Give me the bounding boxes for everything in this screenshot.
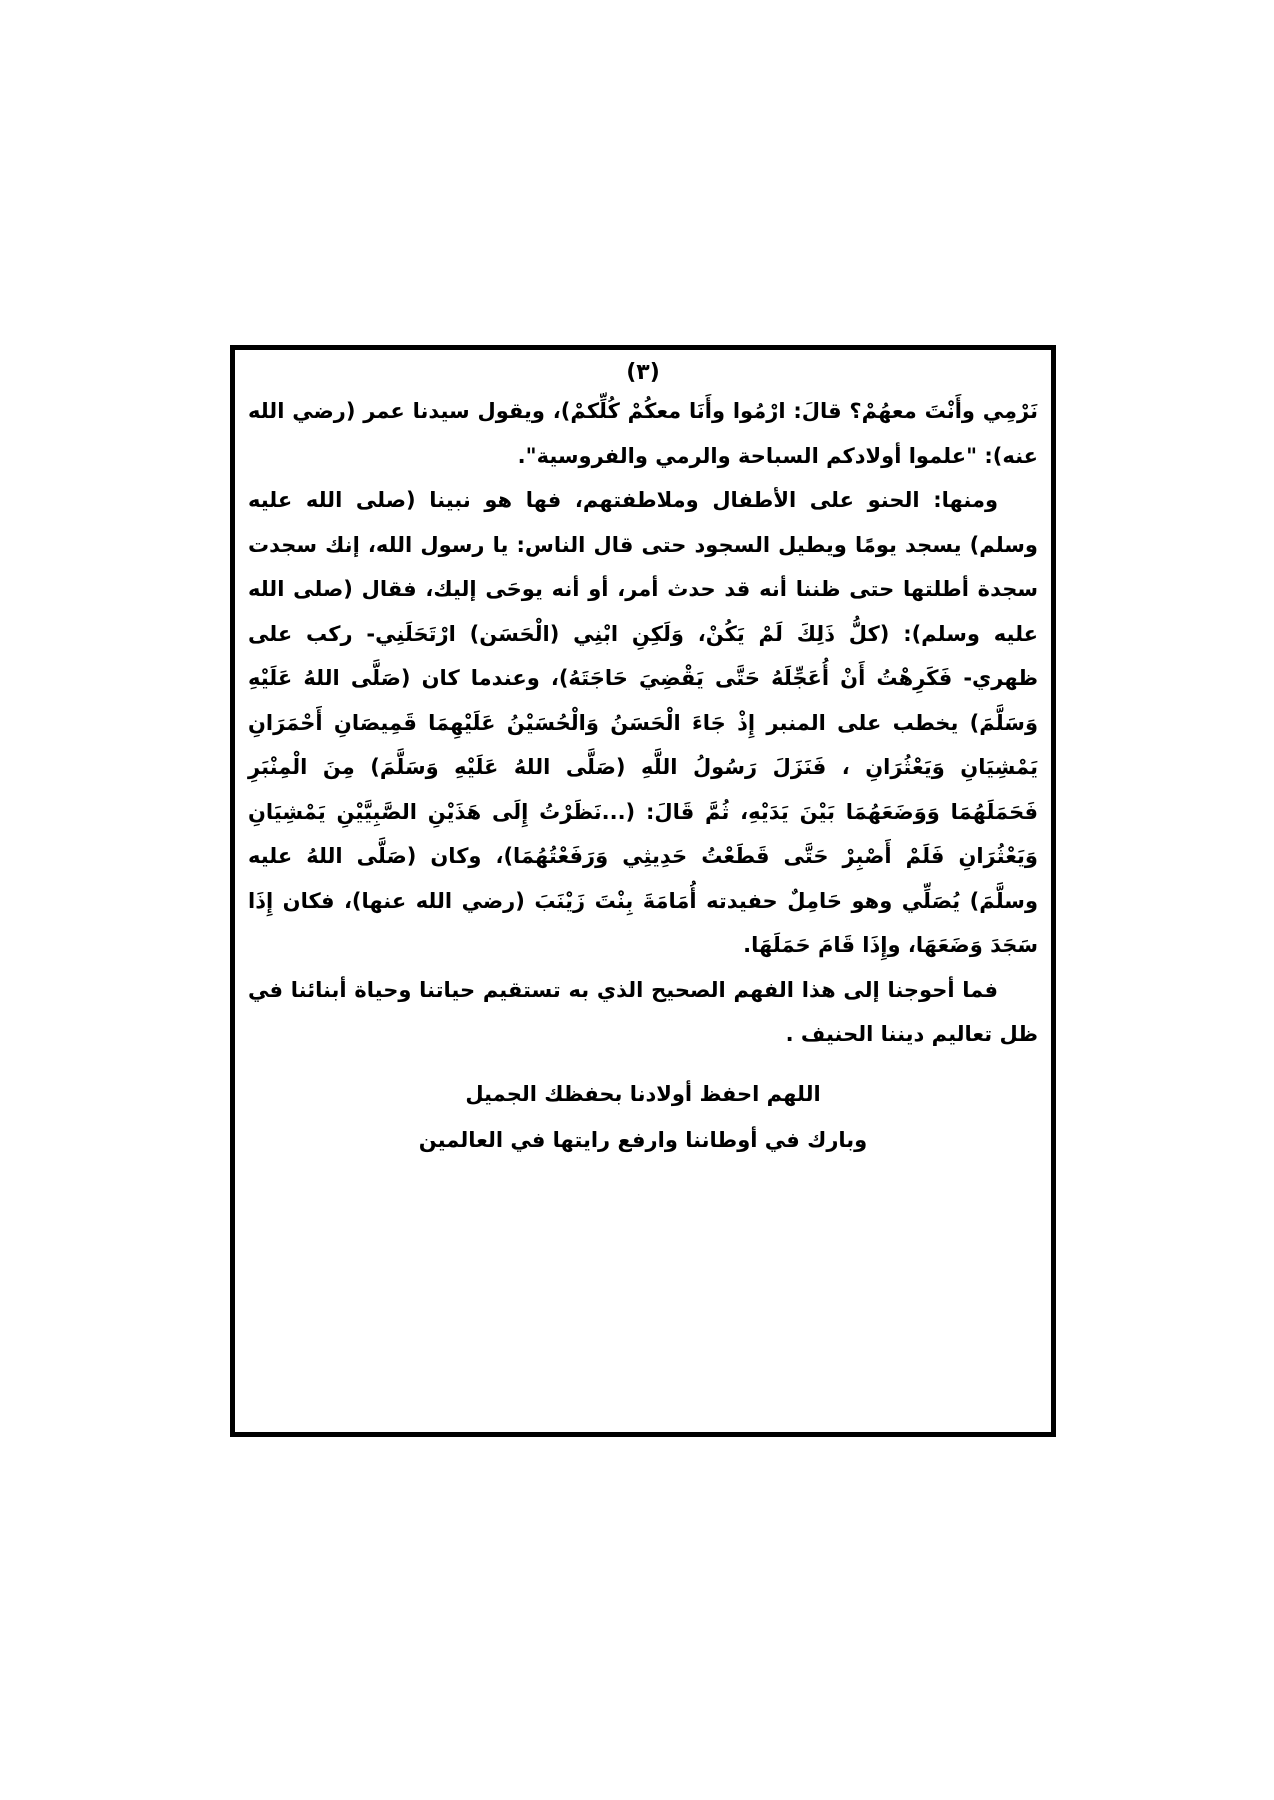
paragraph-conclusion: فما أحوجنا إلى هذا الفهم الصحيح الذي به تستقيم حياتنا وحياة أبنائنا في ظل تعاليم ديننا الحنيف . — [248, 977, 1038, 1046]
page-number: (٣) — [626, 360, 660, 385]
paragraph-continuation: نَرْمِي وأَنْتَ معهُمْ؟ قالَ: ارْمُوا وأَنَا معكُمْ كُلِّكمْ)، ويقول سيدنا عمر (رضي الله عنه): "علموا أولادكم السباحة والرمي والفروسية". — [248, 399, 1038, 468]
paragraph-kindness: ومنها: الحنو على الأطفال وملاطفتهم، فها هو نبينا (صلى الله عليه وسلم) يسجد يومًا ويطيل السجود حتى قال الناس: يا رسول الله، إنك سجدت سجدة أطلتها حتى ظننا أنه قد حدث أمر، أو أنه يوحَى إليك، فقال (صلى الله عليه وسلم): (كلُّ ذَلِكَ لَمْ يَكُنْ، وَلَكِنِ ابْنِي (الْحَسَن) ارْتَحَلَنِي- ركب على ظهري- فَكَرِهْتُ أَنْ أُعَجِّلَهُ حَتَّى يَقْضِيَ حَاجَتَهُ)، وعندما كان (صَلَّى اللهُ عَلَيْهِ وَسَلَّمَ) يخطب على المنبر إِذْ جَاءَ الْحَسَنُ وَالْحُسَيْنُ عَلَيْهِمَا قَمِيصَانِ أَحْمَرَانِ يَمْشِيَانِ وَيَعْثُرَانِ ، فَنَزَلَ رَسُولُ اللَّهِ (صَلَّى اللهُ عَلَيْهِ وَسَلَّمَ) مِنَ الْمِنْبَرِ فَحَمَلَهُمَا وَوَضَعَهُمَا بَيْنَ يَدَيْهِ، ثُمَّ قَالَ: (...نَظَرْتُ إِلَى هَذَيْنِ الصَّبِيَّيْنِ يَمْشِيَانِ وَيَعْثُرَانِ فَلَمْ أَصْبِرْ حَتَّى قَطَعْتُ حَدِيثِي وَرَفَعْتُهُمَا)، وكان (صَلَّى اللهُ عليه وسلَّمَ) يُصَلِّي وهو حَامِلٌ حفيدته أُمَامَةَ بِنْتَ زَيْنَبَ (رضي الله عنها)، فكان إِذَا سَجَدَ وَضَعَهَا، وإِذَا قَامَ حَمَلَهَا. — [248, 488, 1038, 957]
closing-line-2: وبارك في أوطاننا وارفع رايتها في العالمين — [418, 1127, 868, 1152]
document-body — [236, 351, 1050, 1163]
closing-line-1: اللهم احفظ أولادنا بحفظك الجميل — [465, 1081, 821, 1106]
closing-prayer — [248, 1071, 1038, 1163]
